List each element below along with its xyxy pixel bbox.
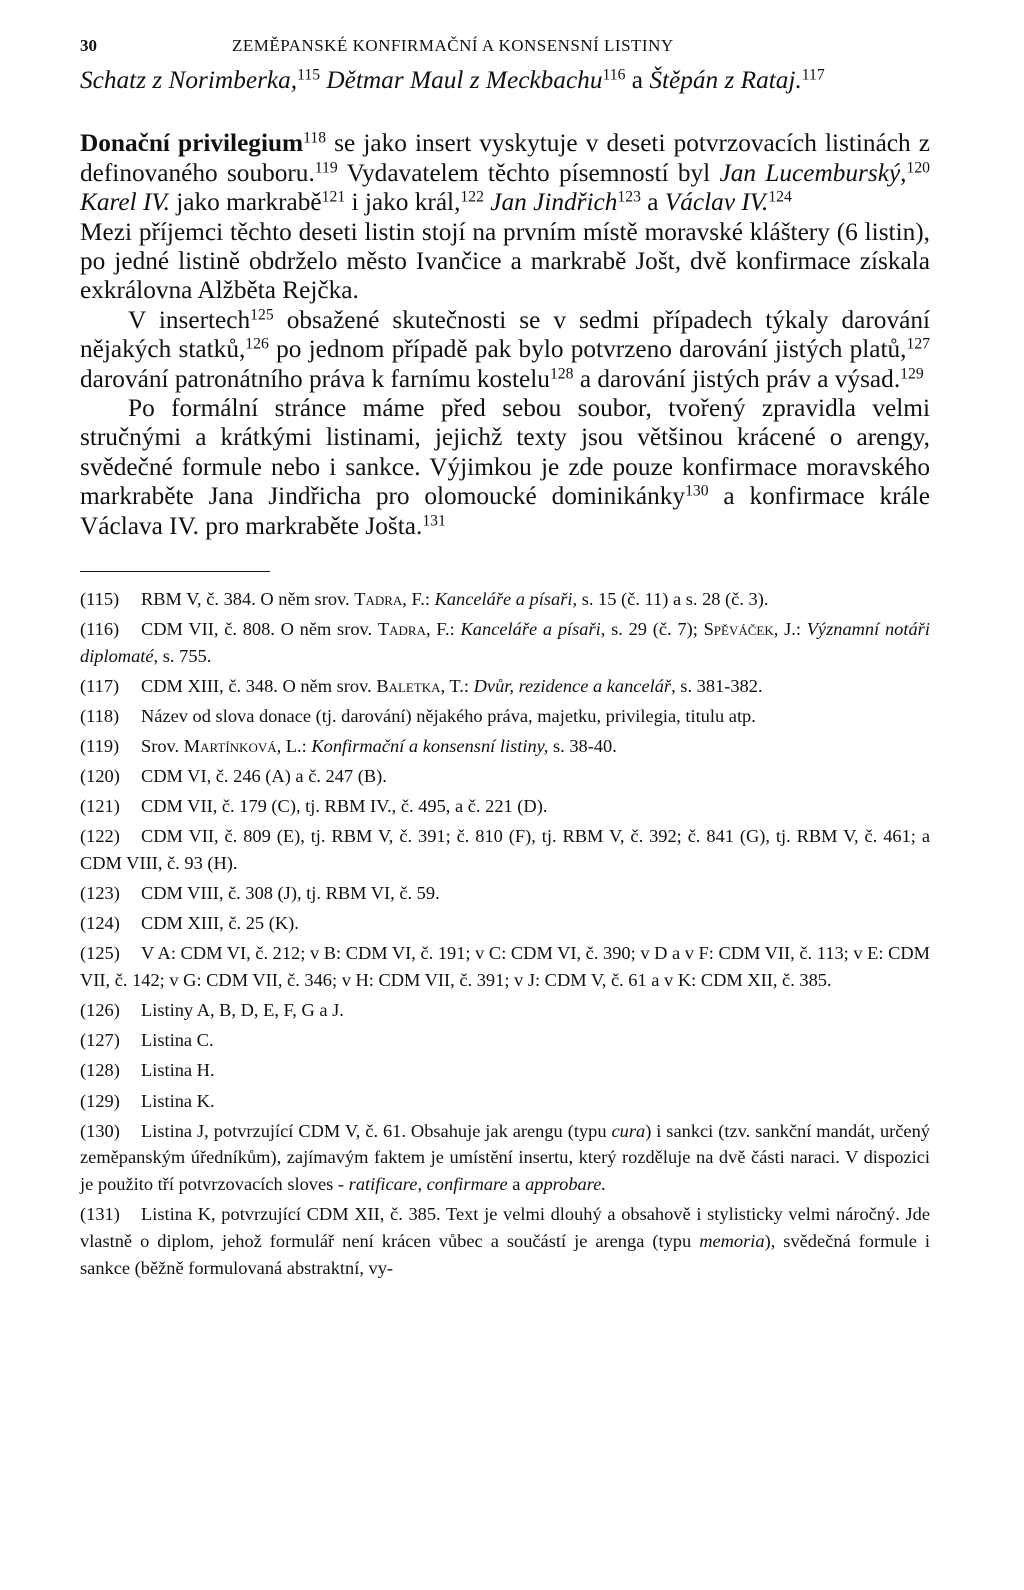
footnote-number: (125) [80, 943, 120, 964]
footnote-number: (121) [80, 796, 120, 817]
footnote-text: Listina H. [141, 1060, 215, 1081]
footnote-number: (115) [80, 589, 120, 610]
footnote-ref: 131 [422, 512, 446, 530]
footnote-title: Konfirmační a konsensní listiny, [311, 736, 549, 757]
name-vaclav-iv: Václav IV. [664, 188, 769, 217]
paragraph-inserts [80, 306, 930, 394]
footnote-ref: 129 [900, 365, 924, 383]
footnote-text: Název od slova donace (tj. darování) nějakého práva, majetku, privilegia, titulu atp. [141, 706, 756, 727]
footnote-ref: 127 [906, 335, 930, 353]
footnote-119 [80, 733, 930, 760]
footnote-126 [80, 997, 930, 1024]
footnote-118 [80, 703, 930, 730]
text-run: obsažené skutečnosti se v sedmi případech týkaly darování nějakých statků, [80, 305, 931, 364]
main-text [80, 66, 930, 541]
footnote-divider [80, 571, 270, 572]
paragraph-formal [80, 394, 930, 541]
name-jan-lucembursky: Jan Lucemburský, [719, 158, 907, 187]
footnote-number: (119) [80, 736, 120, 757]
text-run: a [631, 66, 643, 94]
name-karel-iv: Karel IV. [80, 188, 170, 217]
text-run: po jednom případě pak bylo potvrzeno darování jistých platů, [276, 335, 907, 364]
footnote-ref: 119 [314, 159, 338, 177]
text-run: Vydavatelem těchto písemností byl [346, 158, 711, 187]
footnote-author: Spěváček, J.: [703, 619, 801, 640]
footnote-number: (116) [80, 619, 120, 640]
footnote-131 [80, 1201, 930, 1281]
document-page [80, 36, 930, 1281]
footnote-number: (124) [80, 913, 120, 934]
footnote-ref: 115 [297, 66, 321, 84]
footnote-ref: 124 [768, 188, 792, 206]
footnote-ref: 121 [321, 188, 346, 206]
footnote-ref: 122 [460, 188, 484, 206]
footnote-term: memoria [699, 1230, 765, 1251]
text-run: Po formální stránce máme před sebou soubor, tvořený zpravidla velmi stručnými a krátkými listinami, jejichž texty jsou většinou krácené o arengy, svědečné formule nebo i sankce. Výjimkou je zde pouze konfirmace moravského markraběte Jana Jindřicha pro olomoucké dominikánky [80, 394, 930, 511]
footnote-116 [80, 616, 930, 669]
footnote-text: s. 29 (č. 7); [611, 619, 698, 640]
footnote-number: (127) [80, 1030, 120, 1051]
footnote-115 [80, 586, 930, 613]
footnote-number: (126) [80, 1000, 120, 1021]
footnote-text: CDM VII, č. 809 (E), tj. RBM V, č. 391; č. 810 (F), tj. RBM V, č. 392; č. 841 (G), tj. RBM V, č. 461; a CDM VIII, č. 93 (H). [80, 826, 930, 874]
footnote-text: CDM XIII, č. 25 (K). [141, 913, 299, 934]
name-jan-jindrich: Jan Jindřich [490, 188, 618, 217]
footnote-text: RBM V, č. 384. O něm srov. [141, 589, 350, 610]
footnotes [80, 586, 930, 1281]
paragraph-donation-privilege [80, 129, 930, 217]
footnote-number: (128) [80, 1060, 120, 1081]
footnote-ref: 118 [303, 129, 327, 147]
footnote-127 [80, 1027, 930, 1054]
footnote-number: (123) [80, 883, 120, 904]
footnote-text: Listina K, potvrzující CDM XII, č. 385. Text je velmi dlouhý a obsahově i stylisticky velmi náročný. Jde vlastně o diplom, jehož formulář není krácen vůbec a součástí je arenga (typu [80, 1204, 930, 1251]
footnote-term: ratificare, confirmare [348, 1174, 508, 1195]
page-number: 30 [80, 36, 97, 55]
footnote-ref: 126 [245, 335, 269, 353]
footnote-text: CDM XIII, č. 348. O něm srov. [141, 675, 372, 696]
footnote-number: (117) [80, 675, 120, 696]
footnote-text: s. 38-40. [553, 736, 617, 757]
text-run: a [647, 188, 659, 217]
footnote-text: s. 15 (č. 11) a s. 28 (č. 3). [581, 589, 769, 610]
text-run: jako markrabě [176, 188, 322, 217]
text-run: a konfirmace krále Václava IV. pro markraběte Jošta. [80, 482, 930, 540]
footnote-text: V A: CDM VI, č. 212; v B: CDM VI, č. 191; v C: CDM VI, č. 390; v D a v F: CDM VII, č. 113; v E: CDM VII, č. 142; v G: CDM VII, č. 346; v H: CDM VII, č. 391; v J: CDM V, č. 61 a v K: CDM XII, č. 385. [80, 943, 930, 991]
footnote-123 [80, 880, 930, 907]
footnote-text: Srov. [141, 736, 180, 757]
text-run: darování patronátního práva k farnímu kostelu [80, 364, 550, 393]
footnote-117 [80, 673, 930, 700]
footnote-number: (118) [80, 706, 120, 727]
footnote-text: ), svědečná formule i sankce (běžně formulovaná abstraktní, vy- [80, 1230, 931, 1278]
footnote-text: a [512, 1174, 521, 1195]
footnote-125 [80, 940, 930, 993]
footnote-text: CDM VII, č. 179 (C), tj. RBM IV., č. 495, a č. 221 (D). [141, 796, 548, 817]
footnote-ref: 123 [617, 188, 641, 206]
footnote-ref: 117 [801, 66, 825, 84]
footnote-124 [80, 910, 930, 937]
footnote-author: Baletka, T.: [376, 675, 470, 696]
footnote-ref: 116 [602, 66, 626, 84]
footnote-ref: 130 [685, 482, 709, 500]
footnote-number: (129) [80, 1090, 120, 1111]
footnote-text: s. 381-382. [680, 675, 763, 696]
footnote-text: Listiny A, B, D, E, F, G a J. [141, 1000, 344, 1021]
text-run: se jako insert vyskytuje v deseti potvrzovacích listinách z definovaného souboru. [80, 129, 930, 187]
footnote-ref: 120 [906, 159, 931, 177]
footnote-121 [80, 793, 930, 820]
footnote-text: CDM VII, č. 808. O něm srov. [141, 619, 373, 640]
footnote-term: approbare. [525, 1174, 606, 1195]
footnote-term: cura [611, 1120, 646, 1141]
text-run: Mezi příjemci těchto deseti listin stojí na prvním místě moravské kláštery (6 listin), po jedné listině obdrželo město Ivančice a markrabě Jošt, dvě konfirmace získala exkrálovna Alžběta Rejčka. [80, 217, 930, 305]
footnote-120 [80, 763, 930, 790]
footnote-128 [80, 1057, 930, 1084]
name-maul: Dětmar Maul z Meckbachu [326, 66, 603, 94]
footnote-130 [80, 1118, 930, 1198]
footnote-number: (120) [80, 766, 120, 787]
footnote-text: Listina C. [141, 1030, 214, 1051]
footnote-text: CDM VIII, č. 308 (J), tj. RBM VI, č. 59. [141, 883, 440, 904]
footnote-text: Listina K. [141, 1090, 215, 1111]
footnote-ref: 128 [549, 365, 574, 383]
name-stepan: Štěpán z Rataj. [649, 66, 802, 94]
footnote-number: (122) [80, 826, 120, 847]
name-schatz: Schatz z Norimberka, [80, 66, 298, 94]
footnote-author: Martínková, L.: [183, 736, 307, 757]
term-donation-privilege: Donační privilegium [80, 129, 304, 158]
footnote-text: Listina J, potvrzující CDM V, č. 61. Obsahuje jak arengu (typu [141, 1120, 607, 1141]
text-run: i jako král, [351, 188, 461, 217]
footnote-author: Tadra, F.: [354, 589, 430, 610]
page-header [80, 36, 930, 66]
text-run: a darování jistých práv a výsad. [579, 364, 901, 393]
footnote-number: (131) [80, 1204, 120, 1225]
footnote-title: Dvůr, rezidence a kancelář, [473, 675, 676, 696]
footnote-129 [80, 1088, 930, 1115]
footnote-number: (130) [80, 1120, 120, 1141]
footnote-text: CDM VI, č. 246 (A) a č. 247 (B). [141, 766, 387, 787]
footnote-title: Významní notáři diplomaté, [80, 619, 930, 666]
footnote-author: Tadra, F.: [377, 619, 455, 640]
paragraph-names [80, 66, 930, 95]
footnote-122 [80, 823, 930, 876]
text-run: V insertech [128, 305, 251, 334]
running-title: ZEMĚPANSKÉ KONFIRMAČNÍ A KONSENSNÍ LISTINY [232, 36, 674, 55]
footnote-title: Kanceláře a písaři, [460, 619, 606, 640]
footnote-ref: 125 [250, 306, 274, 324]
footnote-text: ) i sankci (tzv. sankční mandát, určený zeměpanským úředníkům), zajímavým faktem je umístění insertu, který rozděluje na dvě části naraci. V dispozici je použito tří potvrzovacích sloves - [80, 1120, 930, 1195]
footnote-title: Kanceláře a písaři, [434, 589, 578, 610]
paragraph-recipients [80, 218, 930, 306]
footnote-text: s. 755. [162, 645, 212, 666]
